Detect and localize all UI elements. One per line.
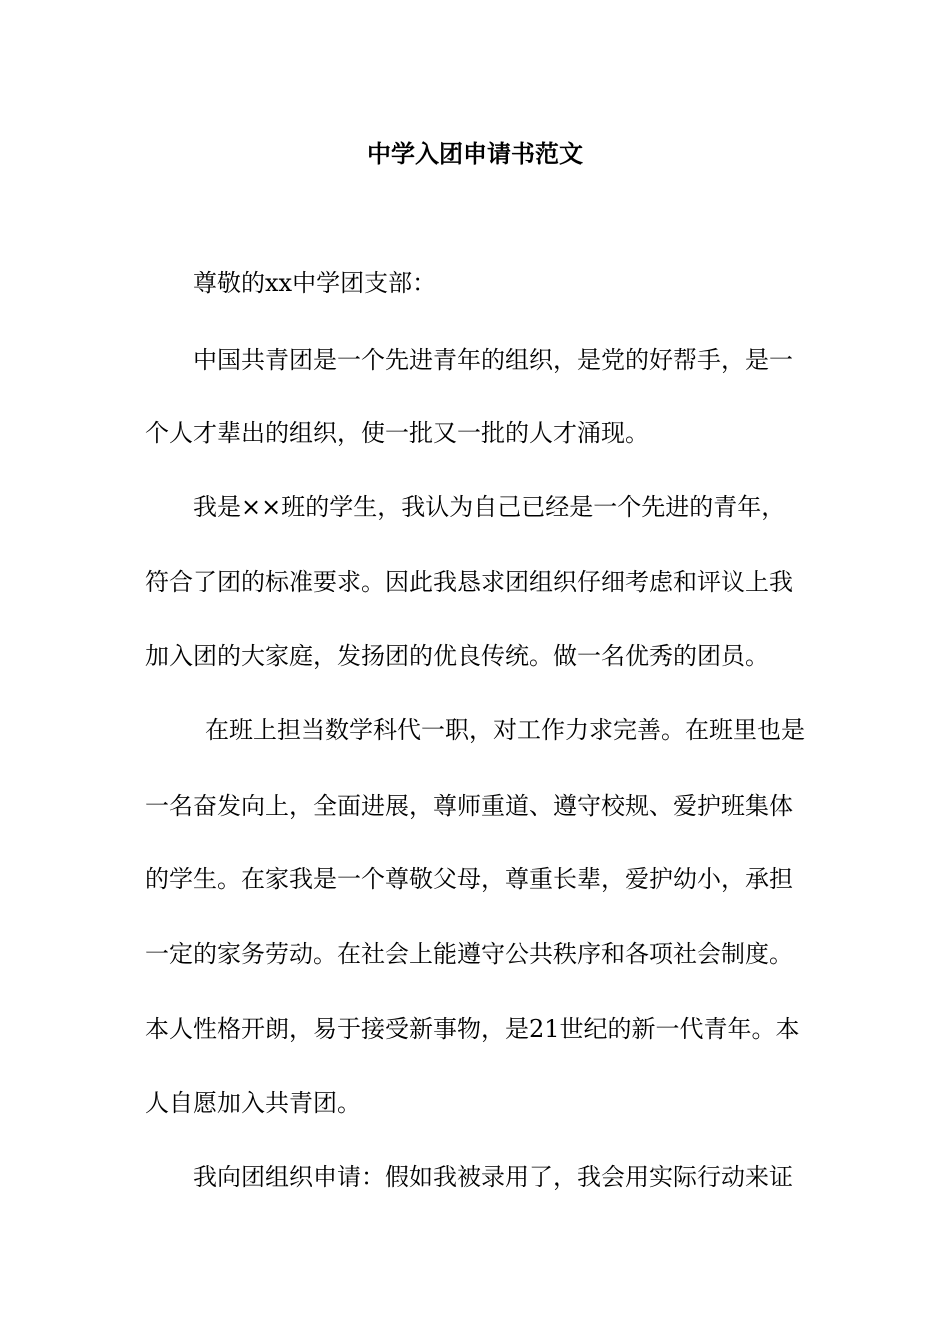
body-line: 一定的家务劳动。在社会上能遵守公共秩序和各项社会制度。 bbox=[145, 940, 793, 968]
body-line: 中国共青团是一个先进青年的组织，是党的好帮手，是一 bbox=[193, 346, 793, 374]
body-line: 我向团组织申请：假如我被录用了，我会用实际行动来证 bbox=[193, 1163, 793, 1191]
page-title: 中学入团申请书范文 bbox=[367, 139, 583, 168]
body-line: 一名奋发向上，全面进展，尊师重道、遵守校规、爱护班集体 bbox=[145, 792, 793, 820]
body-line: 在班上担当数学科代一职，对工作力求完善。在班里也是 bbox=[205, 716, 805, 744]
body-line: 加入团的大家庭，发扬团的优良传统。做一名优秀的团员。 bbox=[145, 642, 769, 670]
body-line: 人自愿加入共青团。 bbox=[145, 1089, 361, 1117]
salutation-line: 尊敬的xx中学团支部： bbox=[193, 269, 437, 297]
body-line: 符合了团的标准要求。因此我恳求团组织仔细考虑和评议上我 bbox=[145, 568, 793, 596]
body-line: 个人才辈出的组织，使一批又一批的人才涌现。 bbox=[145, 419, 649, 447]
body-line: 我是××班的学生，我认为自己已经是一个先进的青年， bbox=[193, 493, 786, 521]
body-line: 的学生。在家我是一个尊敬父母，尊重长辈，爱护幼小，承担 bbox=[145, 865, 793, 893]
body-line: 本人性格开朗，易于接受新事物，是21世纪的新一代青年。本 bbox=[145, 1015, 800, 1043]
